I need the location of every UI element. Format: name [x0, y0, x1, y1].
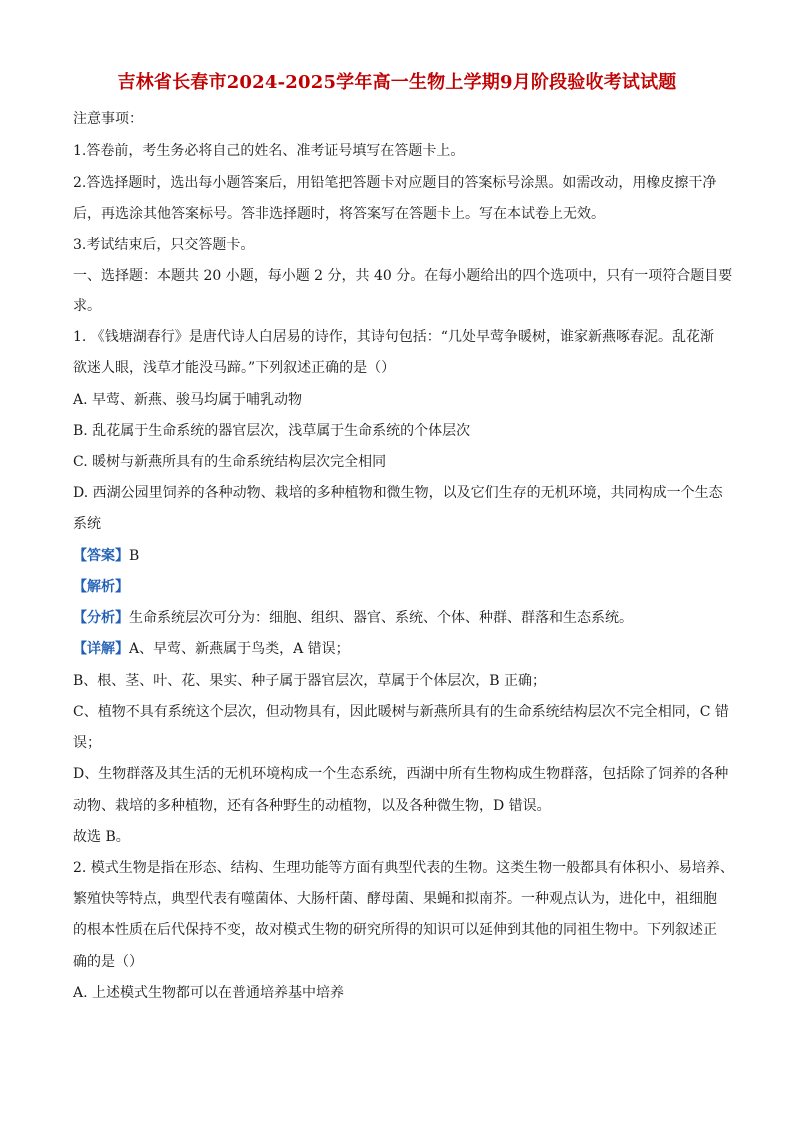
- q1-stem: 1. 《钱塘湖春行》是唐代诗人白居易的诗作，其诗句包括：“几处早莺争暖树，谁家新燕啄春泥。乱花渐: [73, 329, 714, 345]
- q1-answer: [73, 546, 139, 566]
- q2-stem: 2. 模式生物是指在形态、结构、生理功能等方面有典型代表的生物。这类生物一般都具有体积小、易培养、: [73, 860, 734, 876]
- section-heading: 一、选择题：本题共 20 小题，每小题 2 分，共 40 分。在每小题给出的四个选项中，只有一项符合题目要: [73, 268, 733, 284]
- q1-detail-c: C、植物不具有系统这个层次，但动物具有，因此暖树与新燕所具有的生命系统结构层次不完全相同，C 错: [73, 704, 729, 720]
- q1-option-d: D. 西湖公园里饲养的各种动物、栽培的多种植物和微生物，以及它们生存的无机环境，共同构成一个生态: [73, 485, 723, 501]
- q2-stem-cont-1: 繁殖快等特点，典型代表有噬菌体、大肠杆菌、酵母菌、果蝇和拟南芥。一种观点认为，进化中，祖细胞: [73, 891, 717, 907]
- q2-stem-cont-2: 的根本性质在后代保持不变，故对模式生物的研究所得的知识可以延伸到其他的同祖生物中。下列叙述正: [73, 922, 717, 938]
- q1-xiangjie: [73, 639, 350, 659]
- q1-detail-c-cont: 误；: [73, 735, 101, 751]
- xiangjie-text: A、早莺、新燕属于鸟类，A 错误；: [129, 641, 350, 657]
- q1-fenxi: [73, 608, 633, 628]
- answer-value: B: [129, 548, 140, 564]
- fenxi-label: 【分析】: [73, 610, 129, 626]
- q1-option-c: C. 暖树与新燕所具有的生命系统结构层次完全相同: [73, 454, 387, 470]
- xiangjie-label: 【详解】: [73, 641, 129, 657]
- notice-item-2: 2.答选择题时，选出每小题答案后，用铅笔把答题卡对应题目的答案标号涂黑。如需改动，用橡皮擦干净: [73, 175, 717, 191]
- notice-item-2-cont: 后，再选涂其他答案标号。答非选择题时，将答案写在答题卡上。写在本试卷上无效。: [73, 206, 605, 222]
- notice-heading: 注意事项：: [73, 111, 143, 127]
- analysis-label: 【解析】: [73, 579, 129, 595]
- q1-stem-cont: 欲迷人眼，浅草才能没马蹄。”下列叙述正确的是（）: [73, 360, 396, 376]
- answer-label: 【答案】: [73, 548, 129, 564]
- q1-option-d-cont: 系统: [73, 516, 101, 532]
- q2-option-a: A. 上述模式生物都可以在普通培养基中培养: [73, 985, 345, 1001]
- q1-detail-d-cont: 动物、栽培的多种植物，还有各种野生的动植物，以及各种微生物，D 错误。: [73, 798, 551, 814]
- q1-detail-b: B、根、茎、叶、花、果实、种子属于器官层次，草属于个体层次，B 正确；: [73, 673, 547, 689]
- q2-stem-cont-3: 确的是（）: [73, 954, 143, 970]
- q1-conclusion: 故选 B。: [73, 829, 130, 845]
- q1-option-b: B. 乱花属于生命系统的器官层次，浅草属于生命系统的个体层次: [73, 423, 471, 439]
- q1-detail-d: D、生物群落及其生活的无机环境构成一个生态系统，西湖中所有生物构成生物群落，包括除了饲养的各种: [73, 766, 729, 782]
- notice-item-1: 1.答卷前，考生务必将自己的姓名、准考证号填写在答题卡上。: [73, 143, 465, 159]
- page-title: 吉林省长春市2024-2025学年高一生物上学期9月阶段验收考试试题: [117, 72, 677, 93]
- fenxi-text: 生命系统层次可分为：细胞、组织、器官、系统、个体、种群、群落和生态系统。: [129, 610, 633, 626]
- notice-item-3: 3.考试结束后，只交答题卡。: [73, 237, 255, 253]
- q1-option-a: A. 早莺、新燕、骏马均属于哺乳动物: [73, 392, 303, 408]
- section-heading-cont: 求。: [73, 298, 101, 314]
- q1-analysis-label: [73, 577, 129, 597]
